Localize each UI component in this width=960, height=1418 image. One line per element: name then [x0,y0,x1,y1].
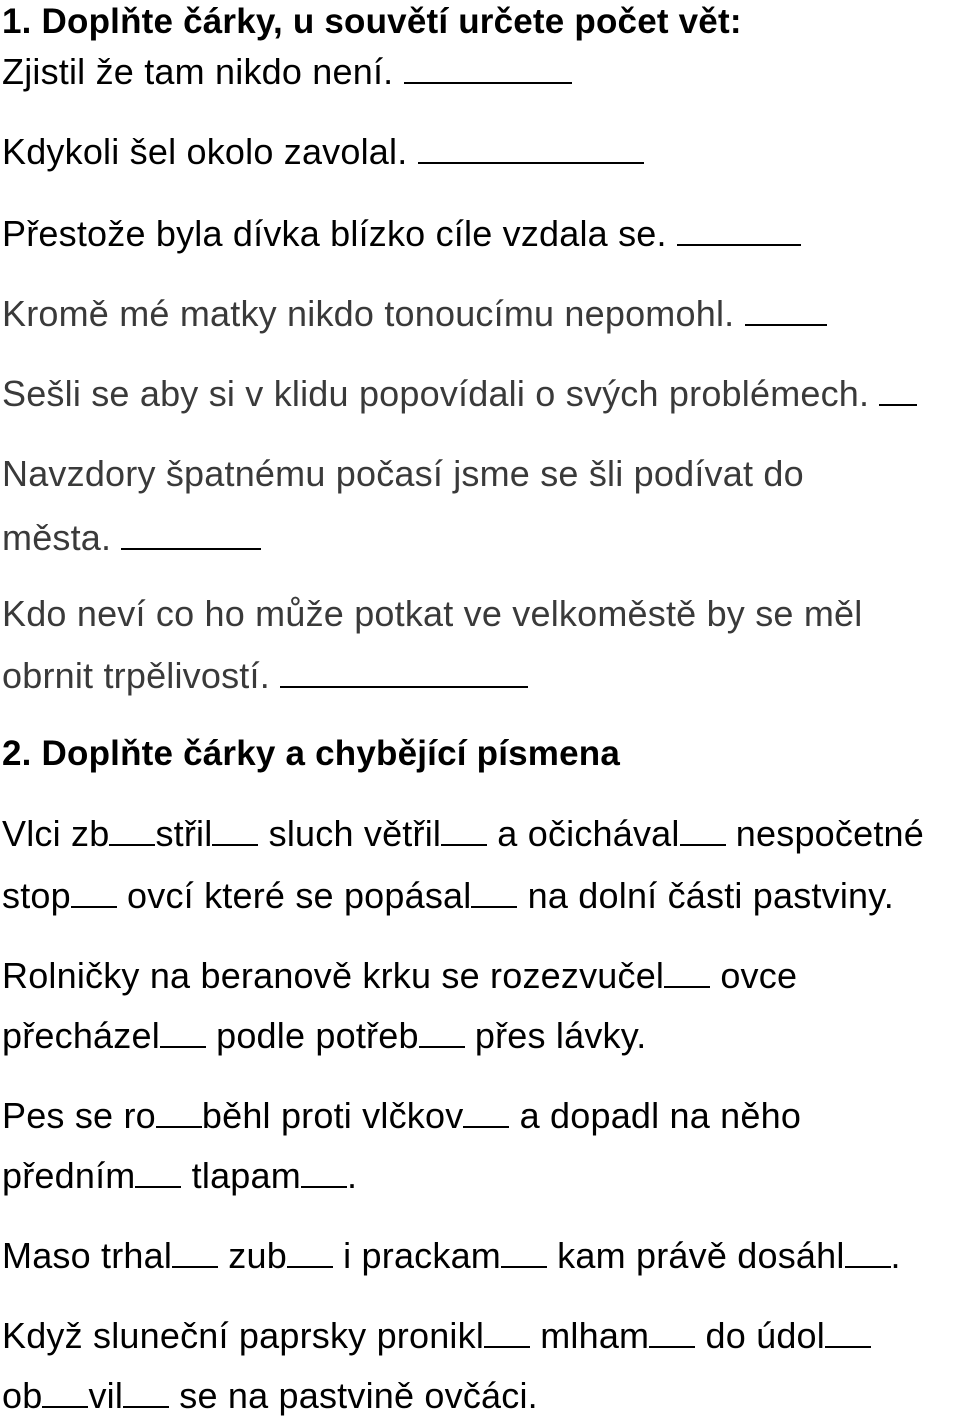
letter-blank[interactable] [845,1236,891,1268]
letter-blank[interactable] [680,814,726,846]
letter-blank[interactable] [441,814,487,846]
letter-blank[interactable] [160,1016,206,1048]
letter-blank[interactable] [109,814,155,846]
letter-blank[interactable] [212,814,258,846]
answer-blank[interactable] [418,132,644,164]
letter-blank[interactable] [301,1156,347,1188]
exercise-2-paragraph-1-line-1: Vlci zb střil sluch větřil a očichával nespočetné [2,813,924,854]
answer-blank[interactable] [677,214,801,246]
letter-blank[interactable] [287,1236,333,1268]
exercise-1-sentence-4: Kromě mé matky nikdo tonoucímu nepomohl. [2,292,827,336]
answer-blank[interactable] [280,656,528,688]
letter-blank[interactable] [123,1376,169,1408]
exercise-1-sentence-3: Přestože byla dívka blízko cíle vzdala se. [2,212,801,256]
letter-blank[interactable] [649,1316,695,1348]
exercise-1-sentence-6-line-2: města. [2,516,261,560]
exercise-2-paragraph-5-line-2: ob vil se na pastvině ovčáci. [2,1375,538,1416]
exercise-2-paragraph-1-line-2: stop ovcí které se popásal na dolní části pastviny. [2,875,894,916]
letter-blank[interactable] [419,1016,465,1048]
exercise-2-paragraph-3-line-1: Pes se ro běhl proti vlčkov a dopadl na něho [2,1095,802,1136]
letter-blank[interactable] [42,1376,88,1408]
letter-blank[interactable] [664,956,710,988]
exercise-1-sentence-6-line-1: Navzdory špatnému počasí jsme se šli podívat do [2,453,804,494]
exercise-2-heading: 2. Doplňte čárky a chybějící písmena [2,734,621,773]
answer-blank[interactable] [121,518,261,550]
letter-blank[interactable] [471,876,517,908]
letter-blank[interactable] [463,1096,509,1128]
exercise-1-heading: 1. Doplňte čárky, u souvětí určete počet vět: [2,2,742,41]
letter-blank[interactable] [484,1316,530,1348]
letter-blank[interactable] [135,1156,181,1188]
answer-blank[interactable] [879,374,917,406]
exercise-1-sentence-2: Kdykoli šel okolo zavolal. [2,130,644,174]
letter-blank[interactable] [501,1236,547,1268]
exercise-2-paragraph-2-line-2: přecházel podle potřeb přes lávky. [2,1015,647,1056]
exercise-1-sentence-1: Zjistil že tam nikdo není. [2,50,572,94]
exercise-2-paragraph-5-line-1: Když sluneční paprsky pronikl mlham do údol [2,1314,871,1358]
answer-blank[interactable] [745,294,827,326]
exercise-2-paragraph-4: Maso trhal zub i prackam kam právě dosáhl . [2,1235,901,1276]
letter-blank[interactable] [172,1236,218,1268]
letter-blank[interactable] [156,1096,202,1128]
exercise-2-paragraph-2-line-1: Rolničky na beranově krku se rozezvučel ovce [2,955,798,996]
letter-blank[interactable] [825,1316,871,1348]
exercise-2-paragraph-3-line-2: předním tlapam . [2,1155,358,1196]
exercise-1-sentence-7-line-2: obrnit trpělivostí. [2,654,528,698]
exercise-1-sentence-5: Sešli se aby si v klidu popovídali o svých problémech. [2,372,917,416]
letter-blank[interactable] [71,876,117,908]
answer-blank[interactable] [404,52,572,84]
exercise-1-sentence-7-line-1: Kdo neví co ho může potkat ve velkoměstě by se měl [2,593,863,634]
